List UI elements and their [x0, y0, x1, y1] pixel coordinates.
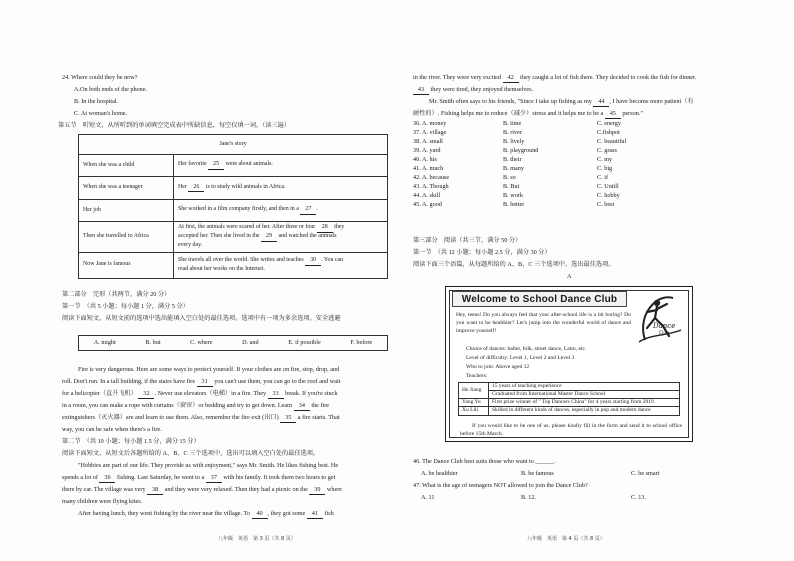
- mc-options-grid: [413, 120, 707, 209]
- q47-question: 47. What is the age of teenagers NOT allowed to join the Dance Club?: [413, 482, 588, 489]
- passage-a-label: A: [567, 273, 572, 280]
- mc-option-b[interactable]: B. so: [503, 173, 516, 181]
- mc-option-a[interactable]: 41. A. much: [413, 164, 444, 172]
- q24-option-c[interactable]: C. At woman's home.: [74, 110, 128, 117]
- poster-who: Who to join: Above aged 12: [466, 364, 530, 370]
- story-row-content: She travels all over the world. She writes and teaches 30 . You can read about her works on the Internet.: [174, 252, 388, 278]
- story-table-title: Jane's story: [79, 135, 388, 155]
- part2-section1: 第一节 （共 5 小题；每小题 1 分，满分 5 分）: [62, 303, 189, 310]
- teacher-name: Yang Yu: [459, 399, 489, 407]
- mc-option-a[interactable]: 38. A. small: [413, 137, 443, 145]
- blank-30[interactable]: 30: [305, 257, 321, 266]
- q47-option-c[interactable]: C. 13.: [631, 494, 646, 501]
- poster-signup: If you would like to be one of us, please kindly fill in the form and send it to school office before 15th March.: [460, 423, 682, 438]
- story-row-content: Her favorite 25 were about animals.: [174, 155, 388, 177]
- q46-option-a[interactable]: A. be healthier: [421, 470, 458, 477]
- blank-32[interactable]: 32: [138, 390, 154, 399]
- word-option: C. where: [190, 338, 213, 346]
- teacher-detail: First prize winner of " Top Dancers China" for 4 years starting from 2019: [489, 399, 680, 407]
- passage2-continued: 耐性的）. Fishing helps me to reduce（减少）stress and it helps me to be a 45 person.": [413, 110, 643, 119]
- mc-option-a[interactable]: 42. A. because: [413, 173, 450, 181]
- mc-option-b[interactable]: B. better: [503, 200, 525, 208]
- passage2-line: "Hobbies are part of our life. They provide us with enjoyment," says Mr. Smith. He likes fishing best. He: [78, 462, 339, 469]
- blank-28[interactable]: 28: [317, 224, 333, 233]
- q24-option-b[interactable]: B. In the hospital.: [74, 98, 119, 105]
- mc-option-a[interactable]: 44. A. skill: [413, 191, 441, 199]
- poster-intro: Hey, teens! Do you always feel that your after-school life is a bit boring? Do you want to be healthier? Let's jump into the wonderful world of dance and improve yourself!: [456, 312, 631, 335]
- blank-33[interactable]: 33: [268, 390, 284, 399]
- q46-question: 46. The Dance Club best suits those who want to ______.: [413, 458, 556, 465]
- mc-option-c[interactable]: C. beautiful: [597, 137, 627, 145]
- story-row-content: Her 26 is to study wild animals in Africa.: [174, 177, 388, 200]
- teacher-name: Xu Lili: [459, 407, 489, 415]
- mc-option-c[interactable]: C. hobby: [597, 191, 620, 199]
- mc-option-c[interactable]: C. best: [597, 200, 615, 208]
- mc-option-a[interactable]: 45. A. good: [413, 200, 442, 208]
- mc-option-c[interactable]: C. Untill: [597, 182, 619, 190]
- q24-option-a[interactable]: A.On both ends of the phone.: [74, 86, 148, 93]
- blank-40[interactable]: 40: [252, 510, 268, 519]
- mc-option-c[interactable]: C.fishpot: [597, 128, 620, 136]
- q47-option-b[interactable]: B. 12.: [521, 494, 536, 501]
- word-option: F. before: [350, 338, 373, 346]
- teacher-name: He Jiang: [459, 383, 489, 399]
- mc-option-a[interactable]: 36. A. money: [413, 120, 447, 127]
- story-row-label: Now Jane is famous: [79, 252, 174, 278]
- poster-title: Welcome to School Dance Club: [452, 291, 627, 307]
- passage1-line: roll. Don't run. In a tall building, if the stairs have fire 31 you can't use them, you can go to the roof and wait: [62, 378, 340, 387]
- mc-option-b[interactable]: B. their: [503, 155, 522, 163]
- mc-option-b[interactable]: B. lively: [503, 137, 525, 145]
- dancer-icon: [633, 292, 685, 346]
- mc-option-b[interactable]: B. work: [503, 191, 523, 199]
- mc-option-a[interactable]: 43. A. Though: [413, 182, 449, 190]
- mc-option-c[interactable]: C. big: [597, 164, 613, 172]
- part3-instructions: 阅读下面三个语篇，从每题所给的 A、B、C 三个选项中，选出最佳选项。: [413, 261, 615, 268]
- teacher-detail: 15 years of teaching experience: [489, 383, 680, 391]
- passage1-line: extinguishers（灭火器）are and learn to use them. Also, remember the fire exit (出口) 35 a fire starts. That: [62, 414, 340, 423]
- page-footer: 八年级 英语 第 4 页（共 8 页）: [527, 536, 605, 542]
- blank-26[interactable]: 26: [188, 184, 204, 193]
- logo-subword: Club: [659, 331, 670, 336]
- passage2-continued: Mr. Smith often says to his friends, "Since I take up fishing as my 44 , I have become more patient（有: [429, 98, 694, 107]
- blank-38[interactable]: 38: [147, 486, 163, 495]
- section5-title: 第五节 听短文，从所听到的单词填空完成表中所缺信息，每空仅填一词。（读三遍）: [58, 122, 291, 129]
- story-row-label: When she was a child: [79, 155, 174, 177]
- poster-level: Level of difficulty: Level 1, Level 2 and Level 3: [466, 355, 575, 361]
- part2-section2-instructions: 阅读下面短文，从短文后各题所给的 A、B、C 三个选项中，选出可以填入空白处的最佳选项。: [62, 450, 320, 457]
- blank-36[interactable]: 36: [99, 474, 115, 483]
- word-option: A. might: [93, 338, 116, 346]
- passage1-line: way, you can be safe when there's a fire.: [62, 426, 162, 433]
- story-table: [78, 134, 388, 279]
- story-row-content: At first, the animals were scared of her. After three or four 28 they accepted her. Then she lived in the 29 and watched the animals every day.: [174, 222, 388, 253]
- passage2-continued: 43 they were tired, they enjoyed themselves.: [413, 86, 533, 95]
- blank-35[interactable]: 35: [280, 414, 296, 423]
- passage2-line: there by car. The village was very 38 and they were very relaxed. Then they had a picnic on the 39 where: [62, 486, 342, 495]
- mc-option-c[interactable]: C. energy: [597, 120, 621, 127]
- passage2-continued: in the river. They were very excited 42 they caught a lot of fish there. They decided to cook the fish for dinner.: [413, 74, 696, 83]
- part3-title: 第三部分 阅读（共三节，满分 50 分）: [413, 237, 522, 244]
- blank-41[interactable]: 41: [307, 510, 323, 519]
- mc-option-a[interactable]: 39. A. yard: [413, 146, 441, 154]
- mc-option-c[interactable]: C. my: [597, 155, 613, 163]
- passage1-line: in a room, you can make a rope with curtains（窗帘）or bedding and try to get down. Learn 34 the fire: [62, 402, 329, 411]
- mc-option-b[interactable]: B. playground: [503, 146, 539, 154]
- blank-25[interactable]: 25: [208, 161, 224, 170]
- word-option: E. if possible: [288, 338, 321, 346]
- mc-option-c[interactable]: C. grass: [597, 146, 617, 154]
- blank-31[interactable]: 31: [197, 378, 213, 387]
- teachers-table: [458, 382, 680, 416]
- part2-section2: 第二节 （共 10 小题；每小题 1.5 分，满分 15 分）: [62, 438, 200, 445]
- word-option: B. but: [145, 338, 161, 346]
- blank-45[interactable]: 45: [605, 110, 621, 119]
- dance-club-logo: [633, 292, 685, 346]
- passage1-line: Fire is very dangerous. Here are some ways to protect yourself. If your clothes are on fire, stop, drop, and: [78, 366, 340, 373]
- blank-39[interactable]: 39: [309, 486, 325, 495]
- passage2-line: many children were flying kites.: [62, 498, 143, 505]
- blank-27[interactable]: 27: [300, 206, 316, 215]
- poster-choice: Choice of dances: ballet, folk, street dance, Latin, etc.: [466, 346, 587, 352]
- story-row-label: Then she travelled to Africa: [79, 222, 174, 253]
- page-footer: 八年级 英语 第 3 页（共 8 页）: [218, 536, 296, 542]
- mc-option-b[interactable]: B. river: [503, 128, 522, 136]
- teacher-detail: Graduated from International Master Dance School: [489, 391, 680, 399]
- part2-title: 第二部分 完形（共两节，满分 20 分）: [62, 291, 171, 298]
- passage2-line: spends a lot of 36 fishing. Last Saturday, he went to a 37 with his family. It took them two hours to get: [62, 474, 335, 483]
- story-row-label: Her job: [79, 200, 174, 222]
- dance-club-poster: [445, 286, 693, 442]
- logo-word: Dance: [653, 322, 676, 330]
- passage2-line: After having lunch, they went fishing by the river near the village. To 40 , they got some 41 fish: [78, 510, 334, 519]
- passage1-line: for a helicopter（直升飞机） 32 . Never use elevators（电梯）in a fire. They 33 break. If you're stuck: [62, 390, 337, 399]
- teacher-detail: Skilled in different kinds of dances, especially in pop and modern dance: [489, 407, 680, 415]
- mc-option-b[interactable]: B. But: [503, 182, 520, 190]
- blank-42[interactable]: 42: [503, 74, 519, 83]
- blank-29[interactable]: 29: [261, 233, 277, 242]
- mc-option-c[interactable]: C. if: [597, 173, 609, 181]
- left-page: [58, 0, 388, 561]
- q46-option-c[interactable]: C. be smart: [631, 470, 660, 477]
- story-row-content: She worked in a film company firstly, and then in a 27 .: [174, 200, 388, 222]
- mc-option-a[interactable]: 40. A. his: [413, 155, 437, 163]
- mc-option-b[interactable]: B. time: [503, 120, 522, 127]
- right-page: [409, 0, 739, 561]
- word-options-box: [78, 335, 388, 351]
- part3-section1: 第一节 （共 12 小题；每小题 2.5 分，满分 30 分）: [413, 249, 551, 256]
- word-option: D. and: [242, 338, 259, 346]
- blank-34[interactable]: 34: [294, 402, 310, 411]
- poster-teachers-label: Teachers:: [466, 373, 488, 379]
- story-row-label: When she was a teenager: [79, 177, 174, 200]
- q47-option-a[interactable]: A. 11: [421, 494, 435, 501]
- mc-option-a[interactable]: 37. A. village: [413, 128, 447, 136]
- blank-43[interactable]: 43: [413, 86, 429, 95]
- blank-44[interactable]: 44: [593, 98, 609, 107]
- mc-option-b[interactable]: B. many: [503, 164, 524, 172]
- blank-37[interactable]: 37: [206, 474, 222, 483]
- q46-option-b[interactable]: B. be famous: [521, 470, 554, 477]
- part2-instructions: 阅读下面短文，从短文前的选项中选出能填入空白处的最佳选项。选项中有一项为多余选项。安全逃避: [62, 315, 341, 322]
- q24-question: 24. Where could they be now?: [62, 74, 138, 81]
